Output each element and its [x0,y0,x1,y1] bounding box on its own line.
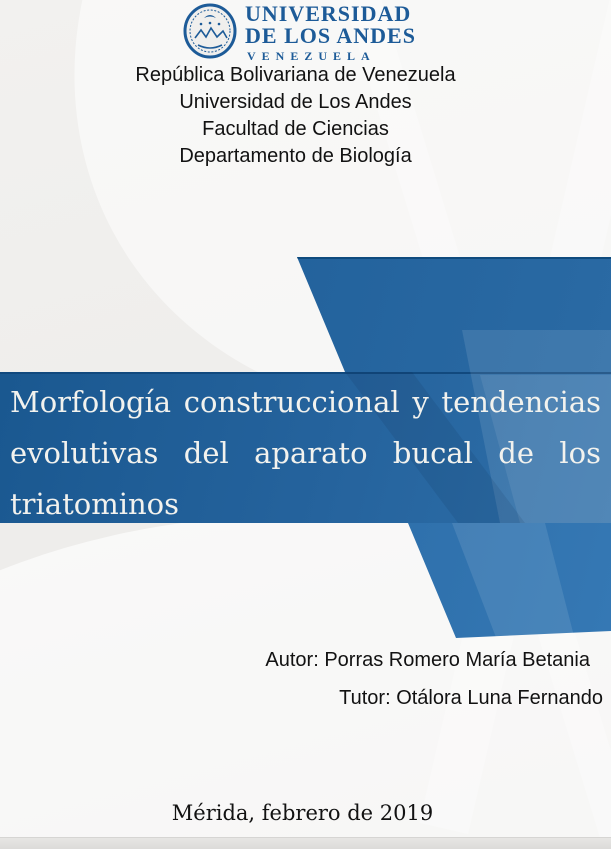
place-date-line: Mérida, febrero de 2019 [171,801,434,825]
institutional-header [0,62,601,170]
credits-block [0,649,611,709]
author-line: Autor: Porras Romero María Betania [265,649,590,671]
university-seal-icon [183,3,237,64]
university-logo [0,3,605,64]
header-line-department: Departamento de Biología [179,145,412,167]
logo-country-line: VENEZUELA [247,49,376,63]
title-line-2: evolutivas del aparato bucal de los [10,436,601,470]
title-line-3: triatominos [10,487,179,521]
header-line-republic: República Bolivariana de Venezuela [135,64,456,86]
title-line-1: Morfología construccional y tendencias [10,385,601,419]
logo-name-line1: UNIVERSIDAD [245,1,412,26]
university-logo-text [245,3,416,63]
logo-name-line2: DE LOS ANDES [245,23,416,48]
header-line-university: Universidad de Los Andes [179,91,412,113]
footer-strip [0,837,611,849]
header-line-faculty: Facultad de Ciencias [202,118,389,140]
thesis-title [0,372,611,530]
tutor-line: Tutor: Otálora Luna Fernando [339,687,603,709]
